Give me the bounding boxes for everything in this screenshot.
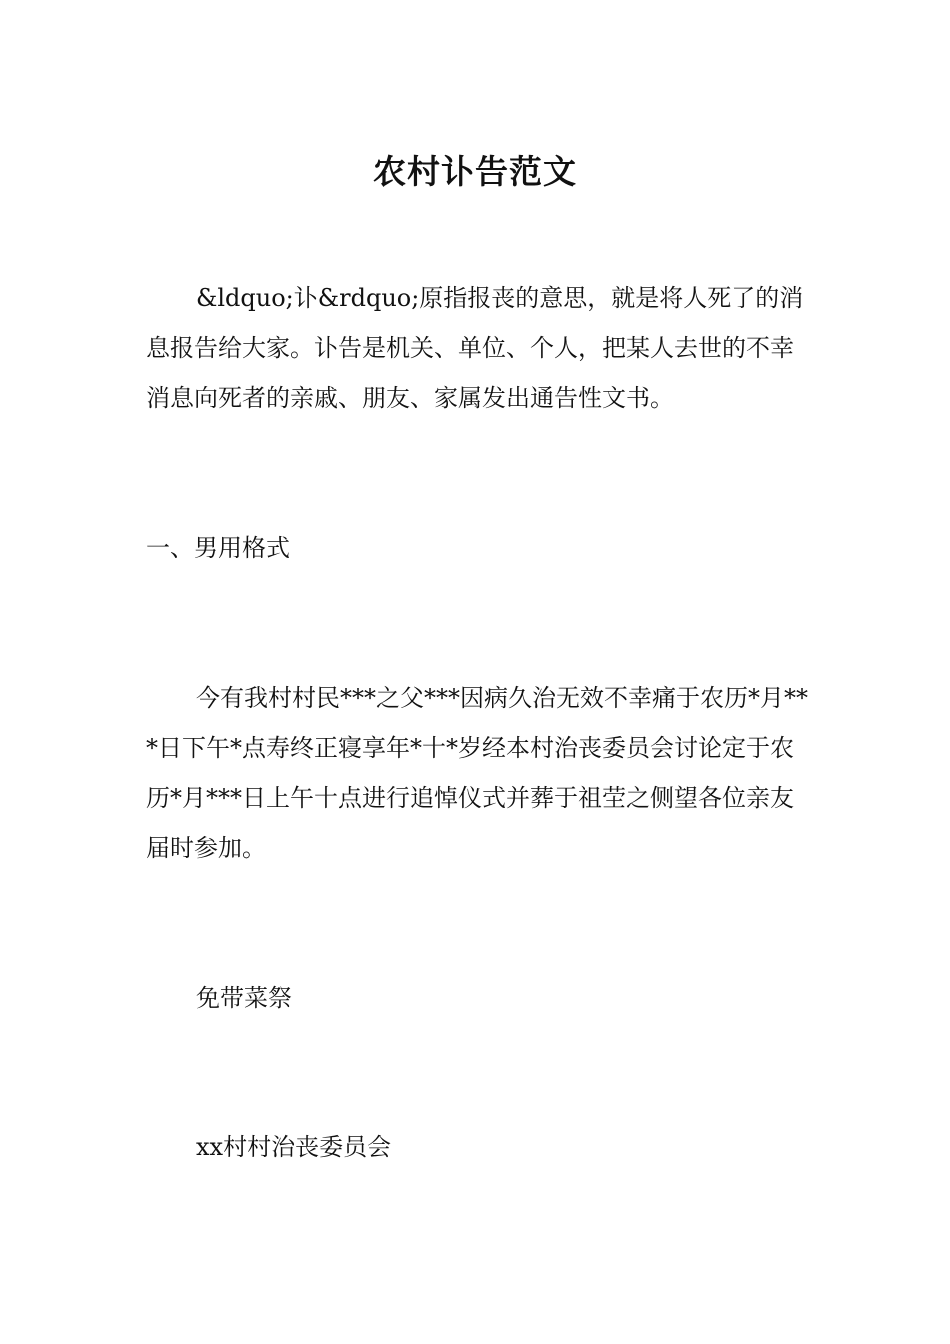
section-heading: 一、男用格式 — [146, 534, 290, 562]
intro-paragraph: &ldquo;讣&rdquo;原指报丧的意思，就是将人死了的消息报告给大家。讣告是机关、单位、个人，把某人去世的不幸消息向死者的亲戚、朋友、家属发出通告性文书。 — [146, 284, 804, 412]
notice-body-paragraph: 今有我村村民***之父***因病久治无效不幸痛于农历*月***日下午*点寿终正寝享年*十*岁经本村治丧委员会讨论定于农历*月***日上午十点进行追悼仪式并葬于祖茔之侧望各位亲友届时参加。 — [146, 684, 808, 862]
signature-line: xx村村治丧委员会 — [196, 1133, 392, 1161]
no-offerings-line: 免带菜祭 — [196, 984, 292, 1012]
document-title: 农村讣告范文 — [373, 152, 577, 192]
